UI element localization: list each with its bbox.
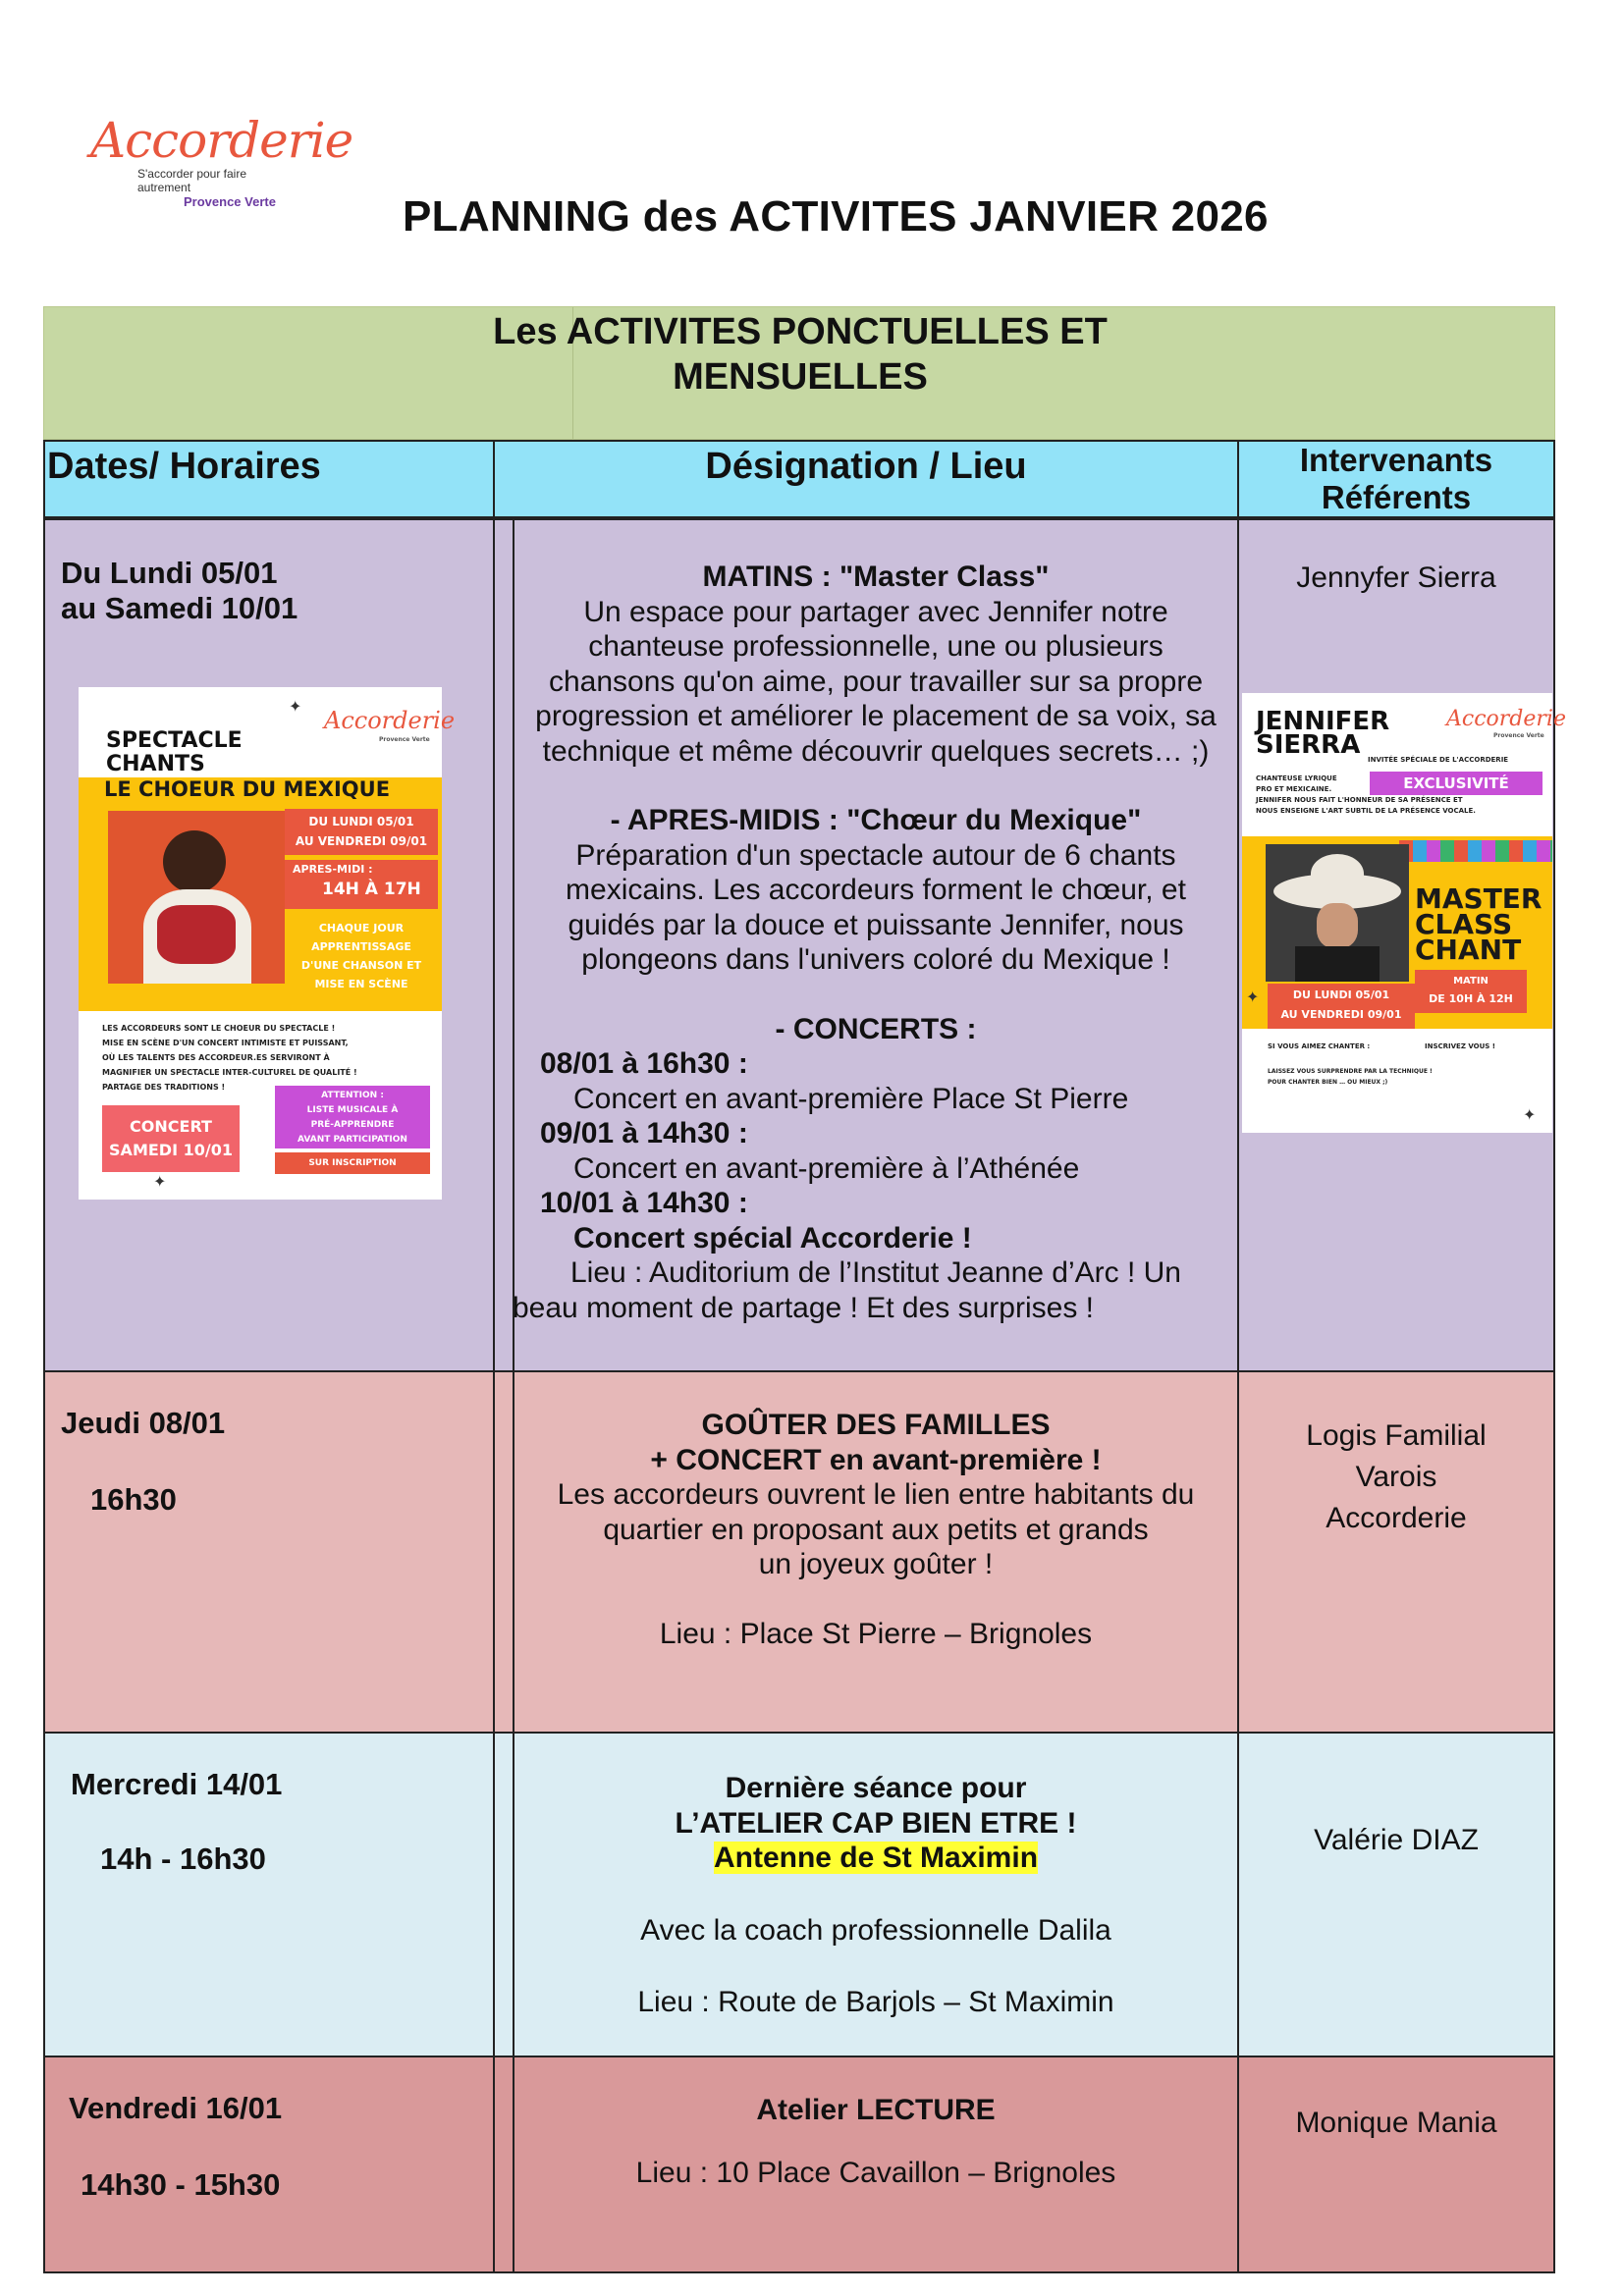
poster2-question-2: INSCRIVEZ VOUS !	[1425, 1042, 1495, 1050]
row2-date-1: Jeudi 08/01	[61, 1406, 226, 1440]
row1-text-a-3: chansons qu'on aime, pour travailler sur sa propre	[548, 665, 1204, 698]
row1-text-a-4: progression et améliorer le placement de sa voix, sa	[535, 700, 1217, 732]
poster1-warning-2: LISTE MUSICALE À	[306, 1105, 399, 1115]
poster1-concert-1: CONCERT	[130, 1117, 212, 1136]
poster2-desc-4: NOUS ENSEIGNE L'ART SUBTIL DE LA PRÉSENCE VOCALE.	[1256, 807, 1476, 815]
row4-date-2: 14h30 - 15h30	[81, 2167, 281, 2202]
row3-intervenant: Valérie DIAZ	[1314, 1824, 1479, 1856]
row2-lieu: Lieu : Place St Pierre – Brignoles	[659, 1617, 1093, 1650]
row3-date-2: 14h - 16h30	[100, 1842, 266, 1876]
section-banner	[43, 306, 1555, 440]
poster2-date-1: DU LUNDI 05/01	[1292, 988, 1390, 1001]
banner-line-2: MENSUELLES	[673, 356, 928, 398]
row4-title-a: Atelier LECTURE	[756, 2094, 996, 2126]
choeur-du-mexique-poster	[79, 687, 456, 1200]
table-row	[43, 1732, 1555, 2057]
poster2-exclusivite: EXCLUSIVITÉ	[1370, 772, 1543, 795]
banner-title	[44, 309, 1556, 400]
poster1-concert-badge	[102, 1105, 240, 1172]
row3-text: Avec la coach professionnelle Dalila	[640, 1913, 1111, 1947]
table-header	[43, 440, 1555, 518]
poster1-title-3: LE CHOEUR DU MEXIQUE	[104, 777, 391, 801]
poster1-daily-2: APPRENTISSAGE	[311, 940, 411, 953]
row1-date-line-2: au Samedi 10/01	[61, 591, 298, 625]
poster1-date-1: DU LUNDI 05/01	[308, 815, 414, 828]
header-designation	[493, 440, 1239, 518]
poster1-warning-3: PRÉ-APPRENDRE	[310, 1120, 395, 1130]
header-dates-label: Dates/ Horaires	[47, 446, 321, 487]
row2-designation	[514, 1408, 1237, 1651]
row1-text-b-2: mexicains. Les accordeurs forment le chœur, et	[566, 874, 1186, 906]
poster1-desc-1: LES ACCORDEURS SONT LE CHOEUR DU SPECTACLE !	[102, 1024, 336, 1033]
header-intervenants	[1237, 440, 1555, 518]
row2-designation-cell	[513, 1370, 1239, 1734]
row4-gap-cell	[493, 2056, 514, 2273]
logo-tagline: S'accorder pour faire autrement	[137, 167, 247, 194]
logo-sub: Provence Verte	[184, 194, 276, 209]
row4-designation-cell	[513, 2056, 1239, 2273]
poster2-time-1: MATIN	[1453, 976, 1489, 987]
poster2-footer	[1268, 1066, 1433, 1088]
header-intervenants-line-2: Référents	[1321, 479, 1472, 515]
poster2-chant: CHANT	[1415, 934, 1522, 966]
poster1-afternoon-1: APRES-MIDI :	[293, 863, 373, 876]
row2-text-1: Les accordeurs ouvrent le lien entre habitants du	[557, 1478, 1195, 1511]
row3-title-b: L’ATELIER CAP BIEN ETRE !	[675, 1806, 1077, 1840]
poster2-logo: Accorderie	[1446, 707, 1566, 731]
row2-intervenant-cell	[1237, 1370, 1555, 1734]
row1-lieu-1: Lieu : Auditorium de l’Institut Jeanne d’Arc ! Un	[569, 1256, 1181, 1289]
row1-intervenant-cell	[1237, 518, 1566, 1372]
poster1-desc-4: MAGNIFIER UN SPECTACLE INTER-CULTUREL DE QUALITÉ !	[102, 1068, 357, 1077]
poster1-daily-1: CHAQUE JOUR	[318, 922, 405, 934]
concert-2-date: 09/01 à 14h30 :	[540, 1117, 748, 1149]
poster2-dates	[1268, 984, 1415, 1029]
header-intervenants-line-1: Intervenants	[1299, 442, 1493, 478]
poster2-logo-sub: Provence Verte	[1493, 732, 1544, 739]
row3-title-a: Dernière séance pour	[725, 1772, 1027, 1804]
poster1-inscription: SUR INSCRIPTION	[275, 1152, 430, 1174]
poster1-desc-3: OÙ LES TALENTS DES ACCORDEUR.ES SERVIRONT À	[102, 1053, 330, 1062]
row1-designation-cell	[513, 518, 1239, 1372]
sparkle-icon: ✦	[1246, 989, 1260, 1006]
poster1-warning	[275, 1086, 430, 1148]
row1-text-a-2: chanteuse professionnelle, une ou plusieurs	[588, 630, 1164, 663]
row3-designation-cell	[513, 1732, 1239, 2057]
row1-intervenant: Jennyfer Sierra	[1296, 561, 1496, 594]
row1-lieu-2: beau moment de partage ! Et des surprises !	[513, 1291, 1094, 1324]
header-dates	[43, 440, 495, 518]
concert-2-text: Concert en avant-première à l’Athénée	[573, 1151, 1080, 1185]
row2-intervenant-3: Accorderie	[1326, 1502, 1467, 1534]
row2-date-2: 16h30	[90, 1482, 177, 1517]
row2-text-2: quartier en proposant aux petits et grands	[603, 1513, 1149, 1546]
row3-intervenant-cell	[1237, 1732, 1555, 2057]
concert-3-date: 10/01 à 14h30 :	[540, 1187, 748, 1219]
row1-title-b: - APRES-MIDIS : "Chœur du Mexique"	[610, 804, 1142, 836]
logo-word: Accorderie	[90, 112, 353, 169]
poster2-title-2: SIERRA	[1256, 730, 1361, 760]
poster1-concert-2: SAMEDI 10/01	[109, 1141, 233, 1159]
poster1-date-2: AU VENDREDI 09/01	[295, 834, 428, 848]
row2-date-cell	[43, 1370, 495, 1734]
row1-text-b-1: Préparation d'un spectacle autour de 6 chants	[575, 838, 1176, 872]
poster1-dates	[285, 809, 438, 855]
row4-intervenant-cell	[1237, 2056, 1555, 2273]
jennifer-photo	[1266, 844, 1409, 982]
poster1-daily-3: D'UNE CHANSON ET	[300, 959, 422, 972]
row3-date-1: Mercredi 14/01	[71, 1767, 283, 1801]
poster1-afternoon-2: 14H À 17H	[322, 880, 421, 899]
row1-text-b-3: guidés par la douce et puissante Jennifer, nous	[568, 908, 1184, 941]
row2-intervenant	[1239, 1415, 1553, 1539]
poster2-footer-2: POUR CHANTER BIEN … OU MIEUX ;)	[1268, 1079, 1388, 1086]
row1-date	[61, 556, 298, 626]
row4-date-cell	[43, 2056, 495, 2273]
poster1-desc-2: MISE EN SCÈNE D'UN CONCERT INTIMISTE ET PUISSANT,	[102, 1039, 349, 1047]
poster2-master: MASTER	[1415, 882, 1543, 915]
row3-lieu: Lieu : Route de Barjols – St Maximin	[637, 1986, 1114, 2018]
row1-text-a-1: Un espace pour partager avec Jennifer notre	[583, 595, 1168, 628]
poster2-desc-2: PRO ET MEXICAINE.	[1256, 785, 1332, 793]
poster2-question-1: SI VOUS AIMEZ CHANTER :	[1268, 1042, 1371, 1050]
row1-text-a-5: technique et même découvrir quelques secrets… ;)	[542, 734, 1210, 768]
table-row	[43, 1370, 1555, 1734]
poster2-date-2: AU VENDREDI 09/01	[1280, 1008, 1402, 1021]
concert-1-text: Concert en avant-première Place St Pierre	[573, 1082, 1129, 1115]
row3-date-cell	[43, 1732, 495, 2057]
row2-text-3: un joyeux goûter !	[758, 1548, 994, 1580]
master-class-poster	[1242, 693, 1566, 1133]
sparkle-icon: ✦	[289, 699, 302, 716]
poster1-warning-4: AVANT PARTICIPATION	[298, 1135, 407, 1145]
poster1-daily-4: MISE EN SCÈNE	[314, 978, 408, 990]
poster1-afternoon	[285, 860, 438, 909]
header-designation-label: Désignation / Lieu	[705, 446, 1027, 487]
row2-intervenant-1: Logis Familial	[1306, 1419, 1487, 1452]
poster2-footer-1: LAISSEZ VOUS SURPRENDRE PAR LA TECHNIQUE !	[1268, 1068, 1433, 1075]
row2-gap-cell	[493, 1370, 514, 1734]
poster2-time-2: DE 10H À 12H	[1429, 992, 1513, 1005]
row4-date-1: Vendredi 16/01	[69, 2091, 283, 2125]
row2-title-b: + CONCERT en avant-première !	[650, 1443, 1102, 1476]
row2-intervenant-2: Varois	[1355, 1461, 1437, 1493]
concert-3-text: Concert spécial Accorderie !	[573, 1221, 972, 1255]
poster1-title-1: SPECTACLE	[106, 728, 243, 753]
poster2-time	[1415, 970, 1527, 1013]
row1-designation	[514, 560, 1237, 1325]
banner-line-1: Les ACTIVITES PONCTUELLES ET	[493, 311, 1108, 352]
row4-designation	[514, 2093, 1237, 2190]
poster1-title-2: CHANTS	[106, 752, 205, 776]
poster2-class: CLASS	[1415, 908, 1513, 940]
row1-date-line-1: Du Lundi 05/01	[61, 556, 278, 590]
sparkle-icon: ✦	[153, 1174, 167, 1191]
poster1-description	[102, 1021, 357, 1095]
table-row	[43, 2056, 1555, 2273]
sparkle-icon: ✦	[1523, 1107, 1537, 1124]
row1-text-b-4: plongeons dans l'univers coloré du Mexique !	[581, 943, 1170, 976]
row3-highlight: Antenne de St Maximin	[713, 1842, 1039, 1874]
poster2-title-1: JENNIFER	[1256, 707, 1390, 736]
poster1-warning-1: ATTENTION :	[321, 1091, 384, 1100]
row1-title-c: - CONCERTS :	[775, 1012, 977, 1045]
row1-date-cell	[43, 518, 495, 1372]
row4-lieu: Lieu : 10 Place Cavaillon – Brignoles	[635, 2156, 1116, 2189]
poster1-logo-sub: Provence Verte	[379, 736, 430, 743]
poster1-logo: Accorderie	[324, 707, 456, 734]
singer-photo	[108, 811, 285, 984]
accorderie-logo	[90, 112, 353, 214]
poster2-desc-3: JENNIFER NOUS FAIT L'HONNEUR DE SA PRÉSENCE ET	[1256, 796, 1463, 804]
row1-title-a: MATINS : "Master Class"	[702, 561, 1050, 593]
table-row	[43, 518, 1566, 1372]
page-title: PLANNING des ACTIVITES JANVIER 2026	[403, 192, 1269, 240]
row3-gap-cell	[493, 1732, 514, 2057]
row1-gap-cell	[493, 518, 514, 1372]
row4-intervenant: Monique Mania	[1295, 2107, 1497, 2139]
row3-designation	[514, 1771, 1237, 2020]
poster2-invite: INVITÉE SPÉCIALE DE L'ACCORDERIE	[1368, 756, 1509, 764]
poster2-desc-1: CHANTEUSE LYRIQUE	[1256, 774, 1337, 782]
poster2-flags	[1399, 840, 1552, 862]
poster1-daily	[285, 919, 438, 993]
row2-title-a: GOÛTER DES FAMILLES	[701, 1409, 1051, 1441]
concert-1-date: 08/01 à 16h30 :	[540, 1047, 748, 1080]
header-intervenants-label	[1239, 442, 1553, 516]
poster1-desc-5: PARTAGE DES TRADITIONS !	[102, 1083, 226, 1092]
